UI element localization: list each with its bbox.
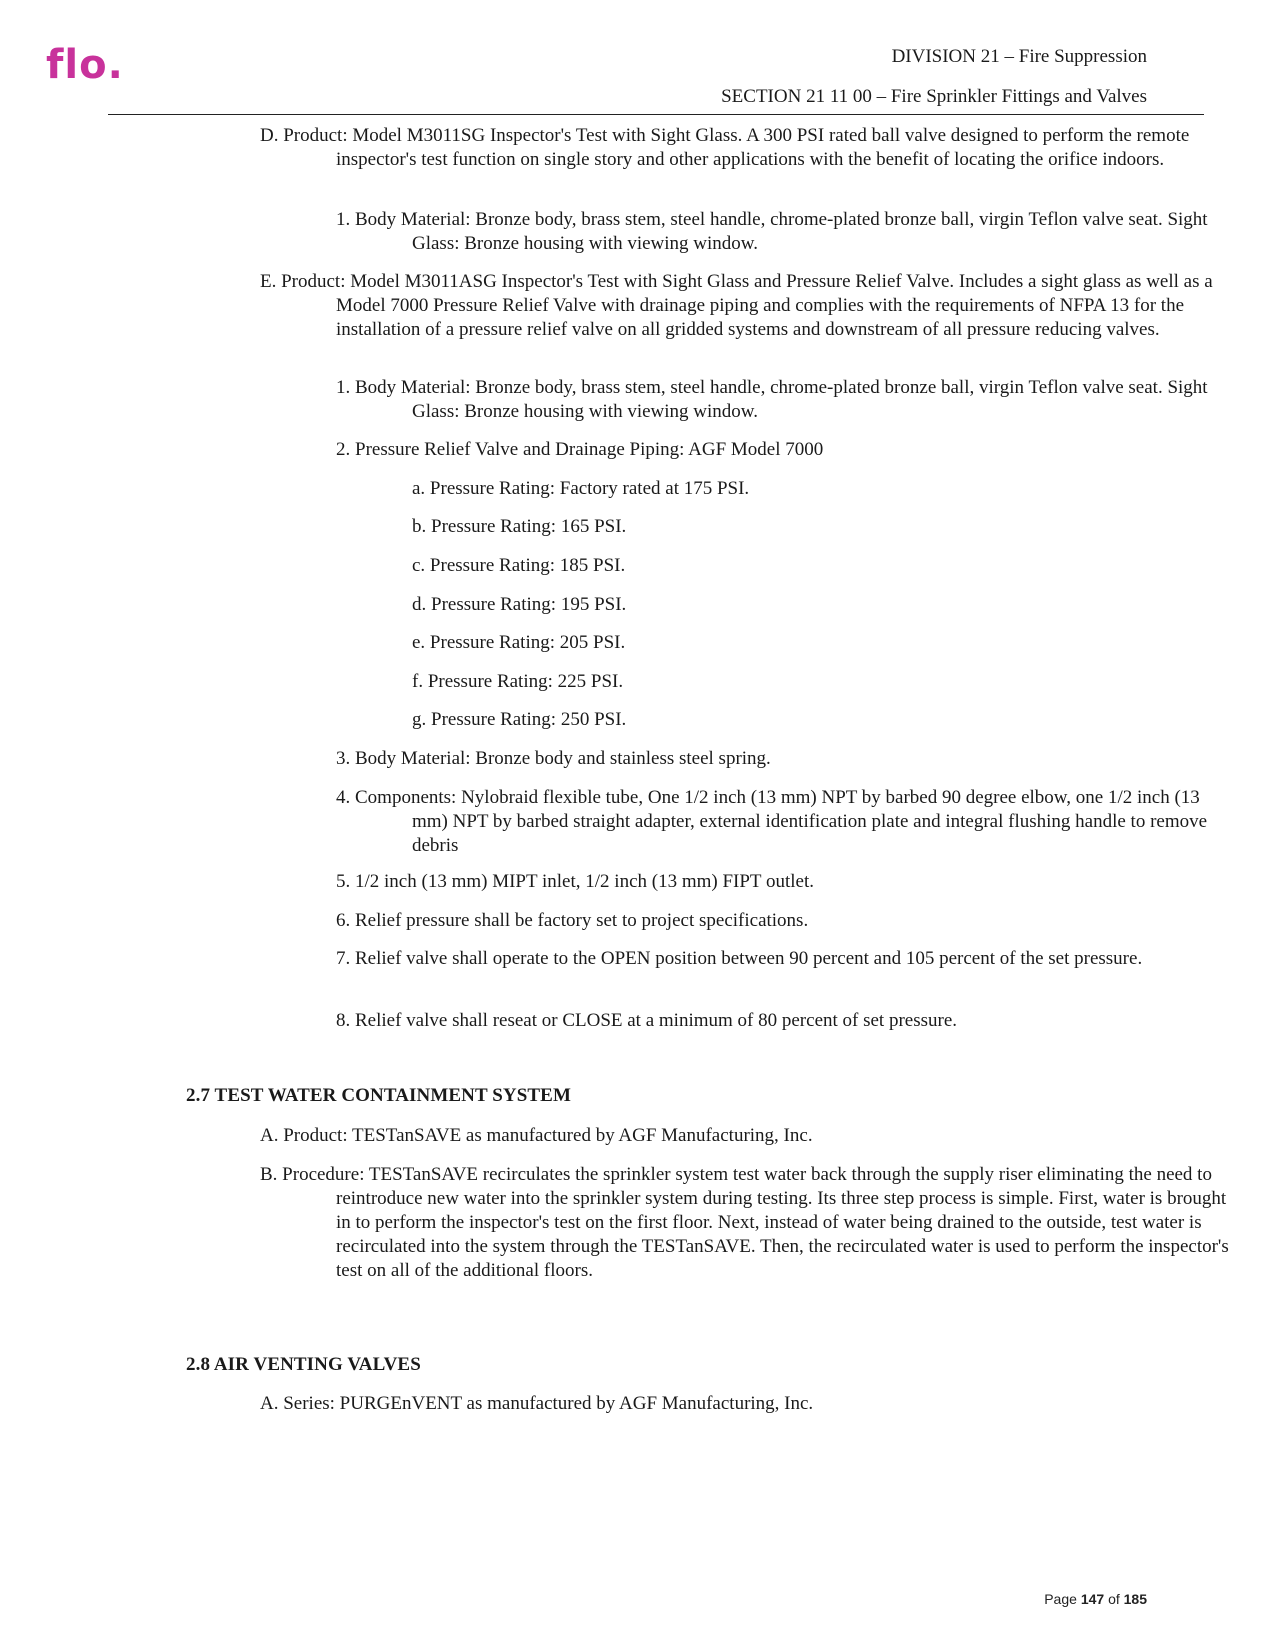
- item-e1-body-material: 1. Body Material: Bronze body, brass stem, steel handle, chrome-plated bronze ball, virgin Teflon valve seat. Sight Glass: Bronze housing with viewing window.: [336, 377, 1208, 422]
- section-2-8-heading: 2.8 AIR VENTING VALVES: [186, 1354, 421, 1375]
- page-of: of: [1108, 1591, 1120, 1607]
- item-e4-components: 4. Components: Nylobraid flexible tube, One 1/2 inch (13 mm) NPT by barbed 90 degree elbow, one 1/2 inch (13 mm) NPT by barbed straight adapter, external identification plate and integral flushing handle to remove debris: [336, 787, 1208, 856]
- section-2-8-item-a: A. Series: PURGEnVENT as manufactured by AGF Manufacturing, Inc.: [260, 1393, 814, 1414]
- total-pages: 185: [1123, 1591, 1147, 1607]
- logo-text: flo.: [46, 44, 124, 84]
- current-page: 147: [1080, 1591, 1105, 1607]
- item-e2-relief-valve: 2. Pressure Relief Valve and Drainage Piping: AGF Model 7000: [336, 439, 824, 460]
- item-e2a-pressure-rating: a. Pressure Rating: Factory rated at 175 PSI.: [412, 478, 750, 499]
- item-e7-open-position: 7. Relief valve shall operate to the OPEN position between 90 percent and 105 percent of the set pressure.: [336, 948, 1143, 969]
- header-rule: [108, 114, 1204, 115]
- item-e2b-pressure-rating: b. Pressure Rating: 165 PSI.: [412, 516, 627, 537]
- section-2-7-item-a: A. Product: TESTanSAVE as manufactured by AGF Manufacturing, Inc.: [260, 1125, 813, 1146]
- item-e3-body-material: 3. Body Material: Bronze body and stainless steel spring.: [336, 748, 771, 769]
- division-header: DIVISION 21 – Fire Suppression: [891, 46, 1147, 67]
- item-e2d-pressure-rating: d. Pressure Rating: 195 PSI.: [412, 594, 627, 615]
- item-e8-reseat: 8. Relief valve shall reseat or CLOSE at a minimum of 80 percent of set pressure.: [336, 1010, 958, 1031]
- item-e-model-m3011asg: E. Product: Model M3011ASG Inspector's Test with Sight Glass and Pressure Relief Valve. Includes a sight glass as well as a Model 7000 Pressure Relief Valve with drainage piping and complies with the requirements of NFPA 13 for the installation of a pressure relief valve on all gridded systems and downstream of all pressure reducing valves.: [260, 271, 1213, 340]
- item-e2e-pressure-rating: e. Pressure Rating: 205 PSI.: [412, 632, 626, 653]
- item-e2f-pressure-rating: f. Pressure Rating: 225 PSI.: [412, 671, 624, 692]
- flo-logo: [46, 44, 142, 89]
- page-label: Page: [1044, 1591, 1077, 1607]
- item-d1-body-material: 1. Body Material: Bronze body, brass stem, steel handle, chrome-plated bronze ball, virgin Teflon valve seat. Sight Glass: Bronze housing with viewing window.: [336, 209, 1208, 254]
- section-header: SECTION 21 11 00 – Fire Sprinkler Fittings and Valves: [721, 86, 1147, 107]
- page-number: [1044, 1591, 1147, 1607]
- item-e5-inlet-outlet: 5. 1/2 inch (13 mm) MIPT inlet, 1/2 inch (13 mm) FIPT outlet.: [336, 871, 814, 892]
- section-2-7-heading: 2.7 TEST WATER CONTAINMENT SYSTEM: [186, 1085, 571, 1106]
- item-e2c-pressure-rating: c. Pressure Rating: 185 PSI.: [412, 555, 626, 576]
- item-d-model-m3011sg: D. Product: Model M3011SG Inspector's Test with Sight Glass. A 300 PSI rated ball valve designed to perform the remote inspector's test function on single story and other applications with the benefit of locating the orifice indoors.: [260, 125, 1190, 170]
- section-2-7-item-b: B. Procedure: TESTanSAVE recirculates the sprinkler system test water back through the supply riser eliminating the need to reintroduce new water into the sprinkler system during testing. Its three step process is simple. First, water is brought in to perform the inspector's test on the first floor. Next, instead of water being drained to the outside, test water is recirculated into the system through the TESTanSAVE. Then, the recirculated water is used to perform the inspector's test on all of the additional floors.: [260, 1164, 1229, 1281]
- item-e2g-pressure-rating: g. Pressure Rating: 250 PSI.: [412, 709, 627, 730]
- item-e6-relief-pressure: 6. Relief pressure shall be factory set to project specifications.: [336, 910, 809, 931]
